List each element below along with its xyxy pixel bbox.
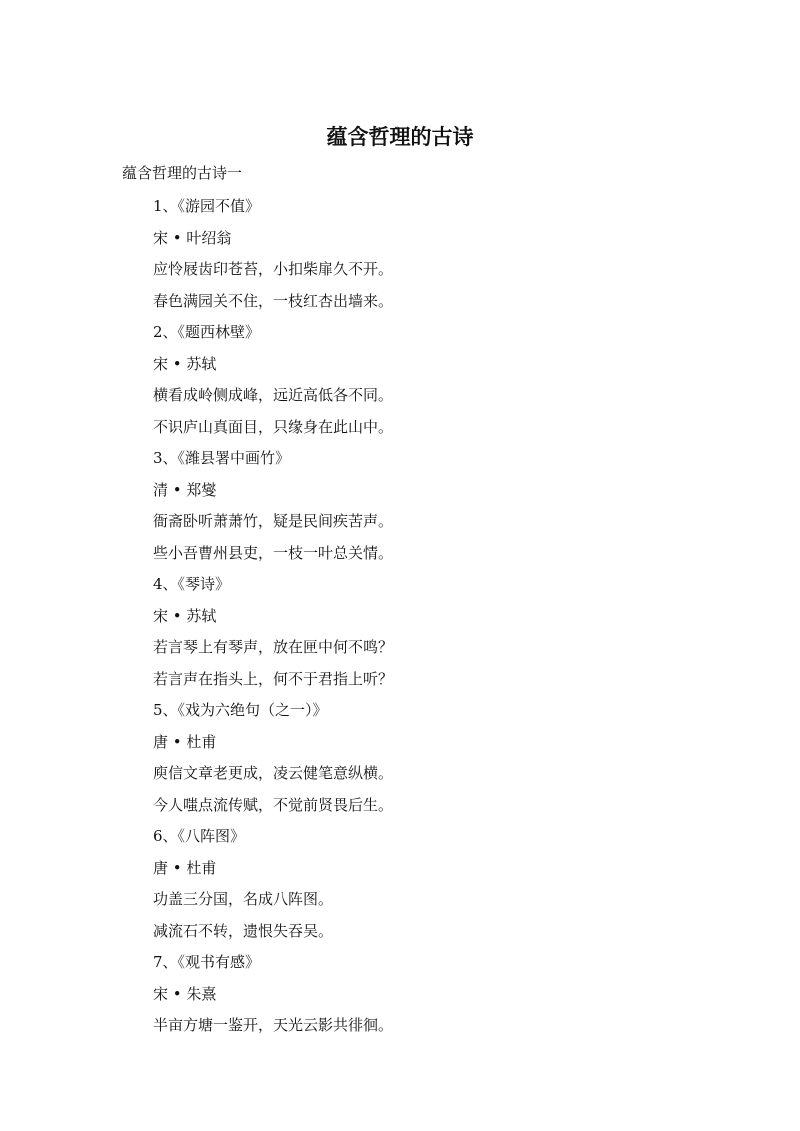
poem-line: 应怜屐齿印苍苔，小扣柴扉久不开。 <box>153 260 394 278</box>
poem-heading: 4、《琴诗》 <box>153 575 231 593</box>
poem-heading: 5、《戏为六绝句（之一）》 <box>153 701 328 719</box>
poem-heading: 2、《题西林壁》 <box>153 323 261 341</box>
poem-author: 唐 • 杜甫 <box>153 732 217 751</box>
poem-list <box>153 194 393 1045</box>
poem-7 <box>153 950 393 1045</box>
poem-line: 功盖三分国，名成八阵图。 <box>153 890 334 908</box>
poem-line: 横看成岭侧成峰，远近高低各不同。 <box>153 386 394 404</box>
poem-heading: 1、《游园不值》 <box>153 197 261 215</box>
poem-author: 宋 • 苏轼 <box>153 354 217 373</box>
poem-heading: 3、《潍县署中画竹》 <box>153 449 291 467</box>
poem-6 <box>153 824 393 950</box>
poem-author: 宋 • 朱熹 <box>153 984 217 1003</box>
poem-1 <box>153 194 393 320</box>
poem-line: 春色满园关不住，一枝红杏出墙来。 <box>153 291 394 310</box>
poem-line: 不识庐山真面目，只缘身在此山中。 <box>153 417 394 436</box>
poem-heading: 7、《观书有感》 <box>153 953 261 971</box>
poem-4 <box>153 572 393 698</box>
poem-line: 半亩方塘一鉴开，天光云影共徘徊。 <box>153 1016 394 1034</box>
poem-line: 今人嗤点流传赋，不觉前贤畏后生。 <box>153 795 394 814</box>
poem-line: 庾信文章老更成，凌云健笔意纵横。 <box>153 764 394 782</box>
poem-author: 宋 • 叶绍翁 <box>153 228 232 247</box>
section-heading: 蕴含哲理的古诗一 <box>122 164 243 182</box>
poem-author: 唐 • 杜甫 <box>153 858 217 877</box>
poem-3 <box>153 446 393 572</box>
poem-line: 减流石不转，遗恨失吞吴。 <box>153 921 334 940</box>
poem-heading: 6、《八阵图》 <box>153 827 246 845</box>
poem-author: 宋 • 苏轼 <box>153 606 217 625</box>
poem-2 <box>153 320 393 446</box>
poem-5 <box>153 698 393 824</box>
poem-line: 若言声在指头上，何不于君指上听？ <box>153 669 394 688</box>
document-title: 蕴含哲理的古诗 <box>326 125 474 149</box>
poem-line: 些小吾曹州县吏，一枝一叶总关情。 <box>153 543 394 562</box>
poem-line: 衙斋卧听萧萧竹，疑是民间疾苦声。 <box>153 512 394 530</box>
poem-author: 清 • 郑燮 <box>153 480 217 499</box>
poem-line: 若言琴上有琴声，放在匣中何不鸣？ <box>153 638 394 656</box>
